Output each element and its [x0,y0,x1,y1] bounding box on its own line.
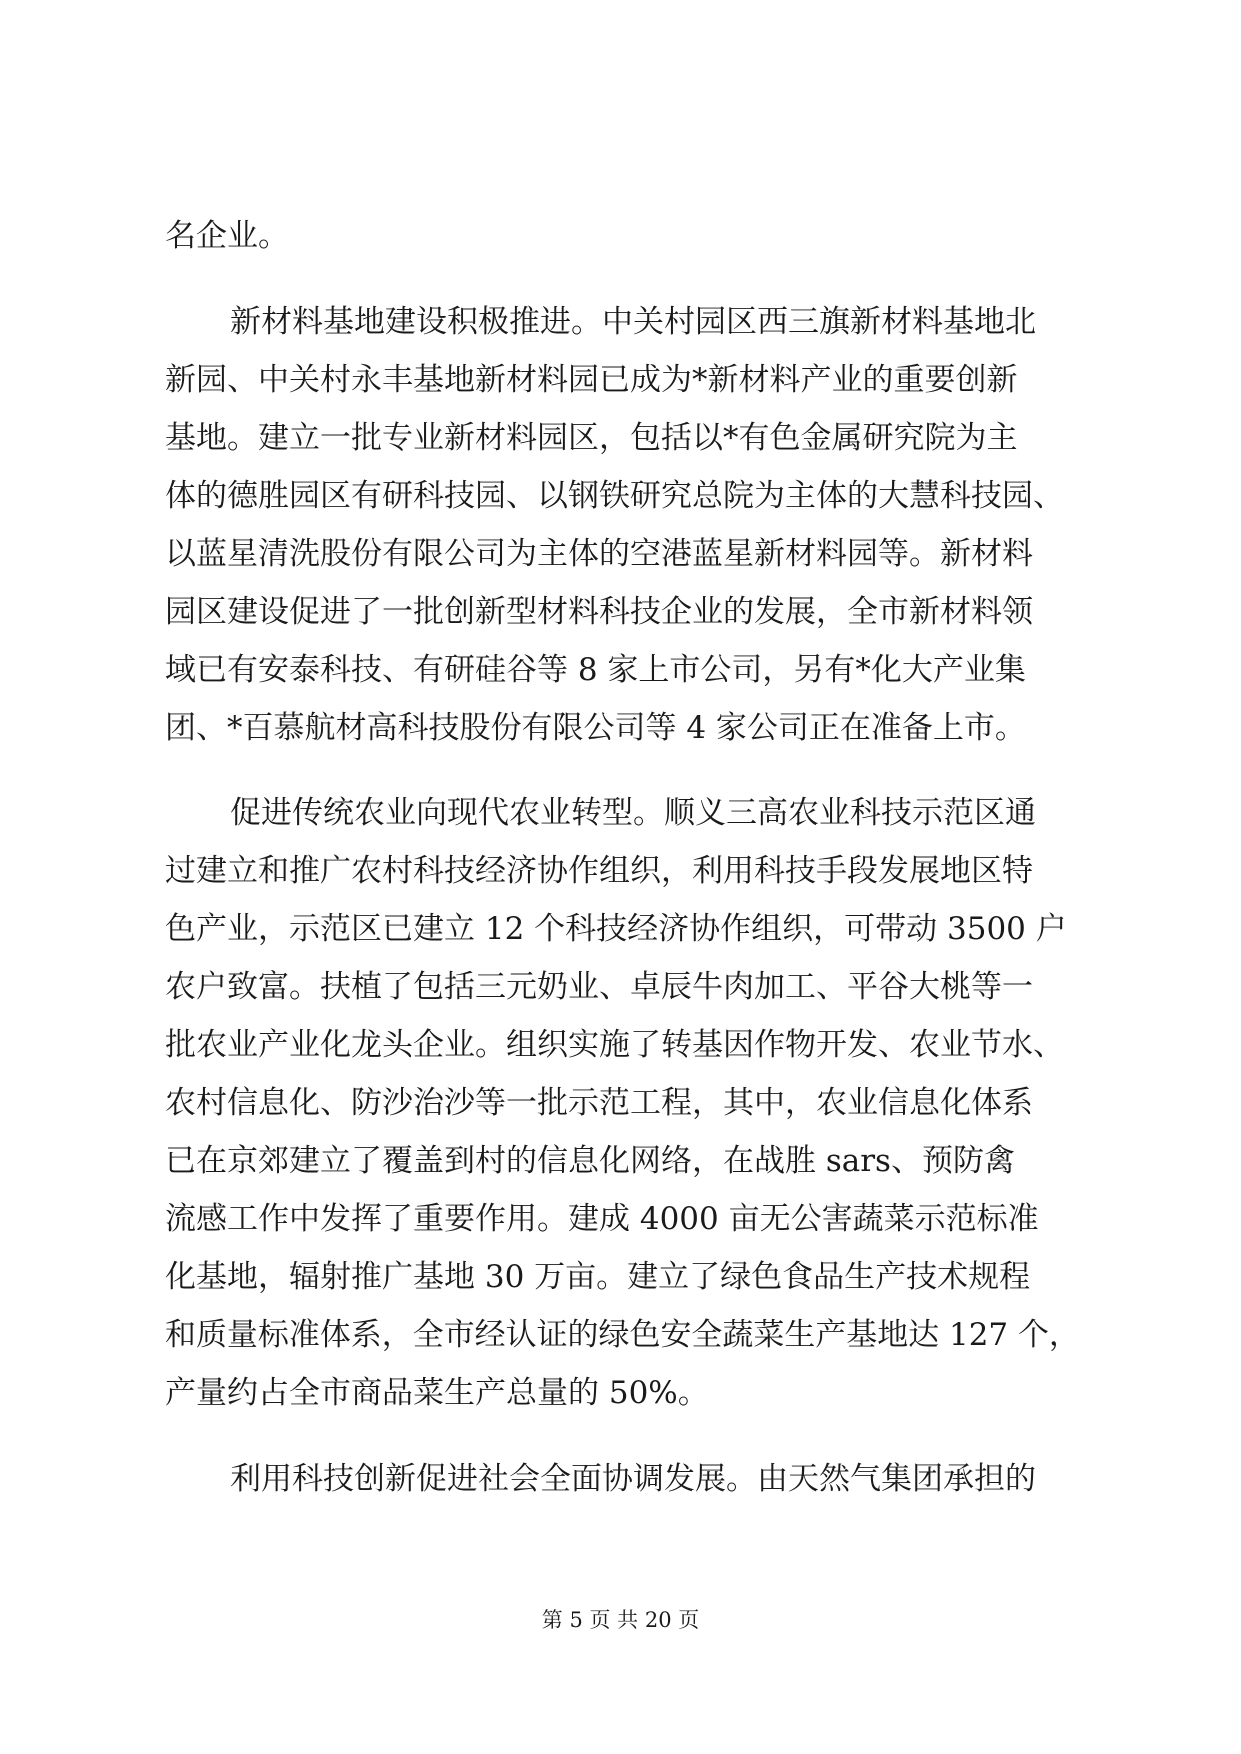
text-line: 产量约占全市商品菜生产总量的 50%。 [165,1375,709,1411]
text-line: 园区建设促进了一批创新型材料科技企业的发展，全市新材料领 [165,594,1033,630]
text-line: 流感工作中发挥了重要作用。建成 4000 亩无公害蔬菜示范标准 [165,1201,1039,1237]
text-line: 利用科技创新促进社会全面协调发展。由天然气集团承担的 [230,1461,1036,1497]
text-line: 农村信息化、防沙治沙等一批示范工程，其中，农业信息化体系 [165,1085,1033,1121]
text-line: 名企业。 [165,218,289,254]
text-line: 过建立和推广农村科技经济协作组织，利用科技手段发展地区特 [165,853,1033,889]
text-line: 农户致富。扶植了包括三元奶业、卓辰牛肉加工、平谷大桃等一 [165,969,1033,1005]
text-line: 域已有安泰科技、有研硅谷等 8 家上市公司，另有*化大产业集 [165,652,1026,688]
text-line: 以蓝星清洗股份有限公司为主体的空港蓝星新材料园等。新材料 [165,536,1033,572]
text-line: 体的德胜园区有研科技园、以钢铁研究总院为主体的大慧科技园、 [165,478,1064,514]
text-line: 批农业产业化龙头企业。组织实施了转基因作物开发、农业节水、 [165,1027,1064,1063]
text-line: 促进传统农业向现代农业转型。顺义三高农业科技示范区通 [230,795,1036,831]
text-line: 化基地，辐射推广基地 30 万亩。建立了绿色食品生产技术规程 [165,1259,1031,1295]
text-line: 基地。建立一批专业新材料园区，包括以*有色金属研究院为主 [165,420,1018,456]
text-line: 新园、中关村永丰基地新材料园已成为*新材料产业的重要创新 [165,362,1018,398]
text-line: 已在京郊建立了覆盖到村的信息化网络，在战胜 sars、预防禽 [165,1143,1015,1179]
text-line: 团、*百慕航材高科技股份有限公司等 4 家公司正在准备上市。 [165,710,1026,746]
page-footer: 第 5 页 共 20 页 [541,1608,700,1632]
text-line: 色产业，示范区已建立 12 个科技经济协作组织，可带动 3500 户 [165,911,1067,947]
text-line: 新材料基地建设积极推进。中关村园区西三旗新材料基地北 [230,304,1036,340]
text-line: 和质量标准体系，全市经认证的绿色安全蔬菜生产基地达 127 个， [165,1317,1080,1353]
